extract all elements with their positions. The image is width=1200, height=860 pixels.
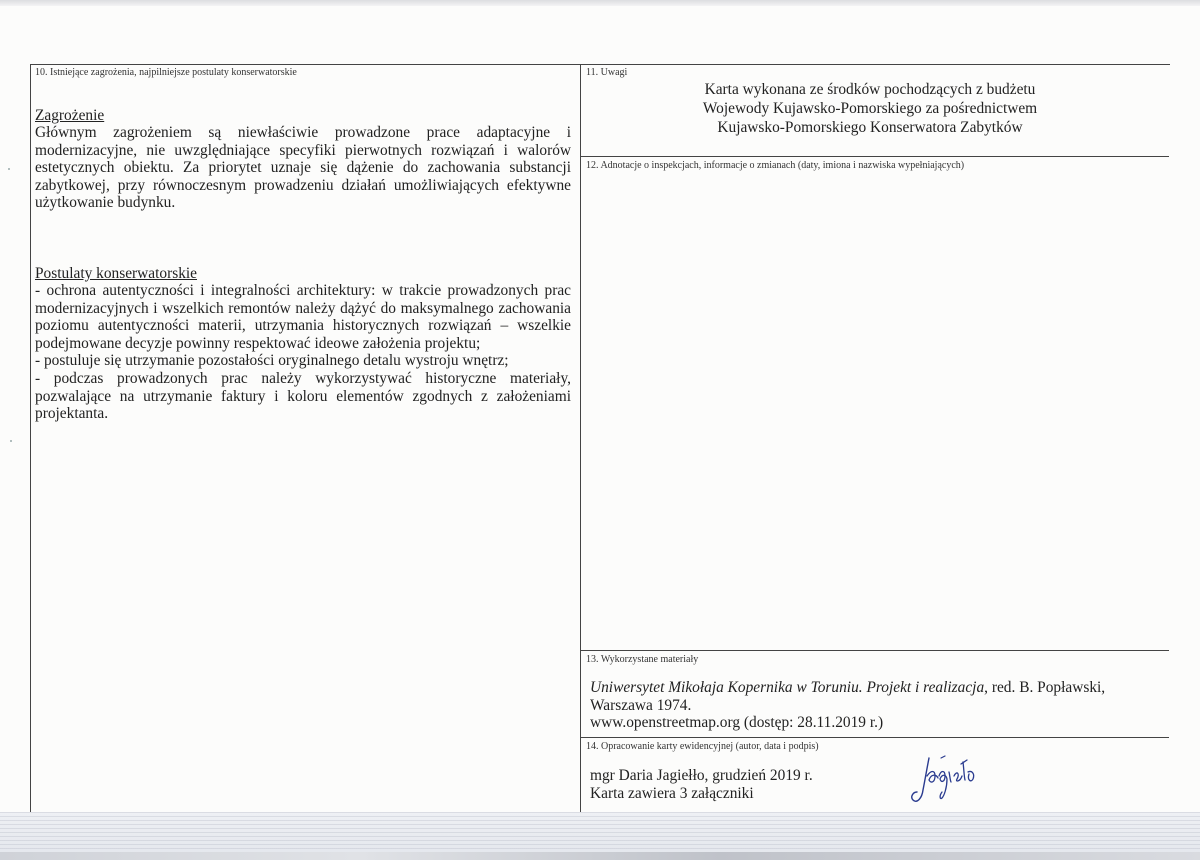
source-citation <box>590 679 1150 714</box>
funding-line: Wojewody Kujawsko-Pomorskiego za pośrednictwem <box>702 100 1038 117</box>
attachments-line: Karta zawiera 3 załączniki <box>590 785 754 802</box>
postulate-item: - postuluje się utrzymanie pozostałości oryginalnego detalu wystroju wnętrz; <box>35 352 509 370</box>
postulates-list <box>35 282 571 423</box>
postulate-item: - ochrona autentyczności i integralności architektury: w trakcie prowadzonych prac modernizacyjnych i wszelkich remontów należy dążyć do maksymalnego zachowania poziomu autentyczności materii, utrzymania historycznych rozwiązań – wszelkie podejmowane decyzje powinny respektować ideowe założenia projektu; <box>35 282 571 352</box>
funding-line: Kujawsko-Pomorskiego Konserwatora Zabytków <box>717 119 1023 136</box>
section-14-label: 14. Opracowanie karty ewidencyjnej (autor, data i podpis) <box>586 741 819 752</box>
postulate-item: - podczas prowadzonych prac należy wykorzystywać historyczne materiały, pozwalające na utrzymanie faktury i koloru elementów zgodnych z założeniami projektanta. <box>35 369 571 423</box>
section-10-label: 10. Istniejące zagrożenia, najpilniejsze postulaty konserwatorskie <box>35 67 297 78</box>
source-url: www.openstreetmap.org (dostęp: 28.11.2019 r.) <box>590 714 884 731</box>
column-divider <box>580 64 581 812</box>
funding-note <box>600 80 1140 137</box>
section-13-label: 13. Wykorzystane materiały <box>586 654 699 665</box>
source-details: , red. B. Popławski, Warszawa 1974. <box>590 679 1106 714</box>
threat-heading: Zagrożenie <box>35 107 105 124</box>
postulates-heading: Postulaty konserwatorskie <box>35 265 198 282</box>
scan-bottom-border <box>0 852 1200 860</box>
source-title: Uniwersytet Mikołaja Kopernika w Toruniu. Projekt i realizacja <box>590 679 985 696</box>
signature-image <box>905 752 995 808</box>
threat-text: Głównym zagrożeniem są niewłaściwie prowadzone prace adaptacyjne i modernizacyjne, nie uwzględniające specyfiki pierwotnych rozwiązań i walorów estetycznych obiektu. Za priorytet uznaje się dążenie do zachowania substancji zabytkowej, przy równoczesnym prowadzeniu działań umożliwiających efektywne użytkowanie budynku. <box>35 124 571 212</box>
scan-top-edge <box>0 0 1200 6</box>
divider-11-12 <box>580 156 1169 157</box>
divider-12-13 <box>580 650 1169 651</box>
funding-line: Karta wykonana ze środków pochodzących z budżetu <box>704 81 1036 98</box>
section-11-label: 11. Uwagi <box>586 67 628 78</box>
scan-speck <box>8 168 10 170</box>
scan-speck <box>10 440 12 442</box>
author-line: mgr Daria Jagiełło, grudzień 2019 r. <box>590 767 813 784</box>
section-12-label: 12. Adnotacje o inspekcjach, informacje o zmianach (daty, imiona i nazwiska wypełniających) <box>586 160 965 171</box>
divider-13-14 <box>580 737 1169 738</box>
